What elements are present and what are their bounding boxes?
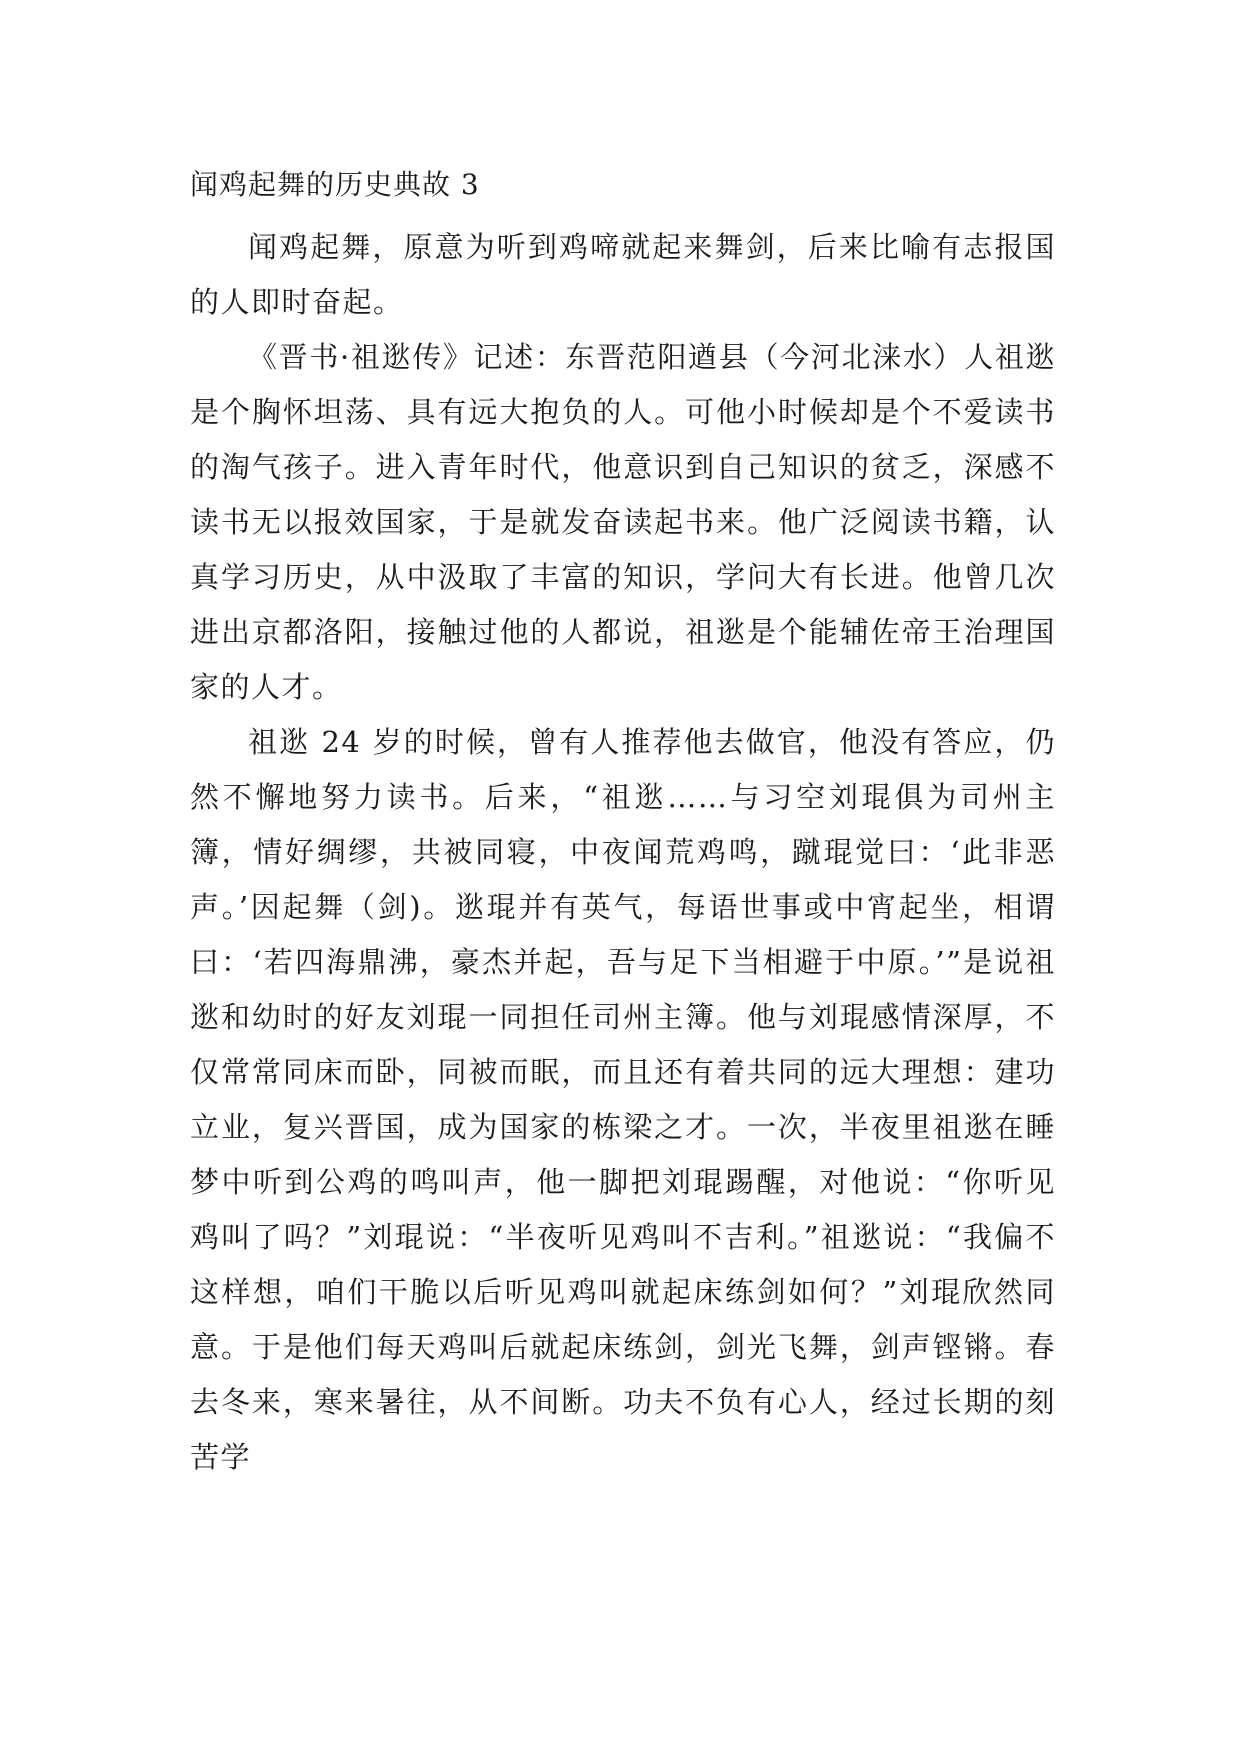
paragraph-3: 祖逖 24 岁的时候，曾有人推荐他去做官，他没有答应，仍然不懈地努力读书。后来，“祖逖……与习空刘琨俱为司州主簿，情好绸缪，共被同寝，中夜闻荒鸡鸣，蹴琨觉曰：‘此非恶声。’因起舞（剑)。逖琨并有英气，每语世事或中宵起坐，相谓曰：‘若四海鼎沸，豪杰并起，吾与足下当相避于中原。’”是说祖逖和幼时的好友刘琨一同担任司州主簿。他与刘琨感情深厚，不仅常常同床而卧，同被而眠，而且还有着共同的远大理想：建功立业，复兴晋国，成为国家的栋梁之才。一次，半夜里祖逖在睡梦中听到公鸡的鸣叫声，他一脚把刘琨踢醒，对他说：“你听见鸡叫了吗？”刘琨说：“半夜听见鸡叫不吉利。”祖逖说：“我偏不这样想，咱们干脆以后听见鸡叫就起床练剑如何？”刘琨欣然同意。于是他们每天鸡叫后就起床练剑，剑光飞舞，剑声铿锵。春去冬来，寒来暑往，从不间断。功夫不负有心人，经过长期的刻苦学 xyxy=(190,725,1056,1474)
paragraph-1: 闻鸡起舞，原意为听到鸡啼就起来舞剑，后来比喻有志报国的人即时奋起。 xyxy=(190,230,1056,319)
document-title: 闻鸡起舞的历史典故 3 xyxy=(190,168,480,201)
document-body xyxy=(190,165,1056,1485)
paragraph-2: 《晋书·祖逖传》记述：东晋范阳遒县（今河北涞水）人祖逖是个胸怀坦荡、具有远大抱负的人。可他小时候却是个不爱读书的淘气孩子。进入青年时代，他意识到自己知识的贫乏，深感不读书无以报效国家，于是就发奋读起书来。他广泛阅读书籍，认真学习历史，从中汲取了丰富的知识，学问大有长进。他曾几次进出京都洛阳，接触过他的人都说，祖逖是个能辅佐帝王治理国家的人才。 xyxy=(190,340,1056,704)
